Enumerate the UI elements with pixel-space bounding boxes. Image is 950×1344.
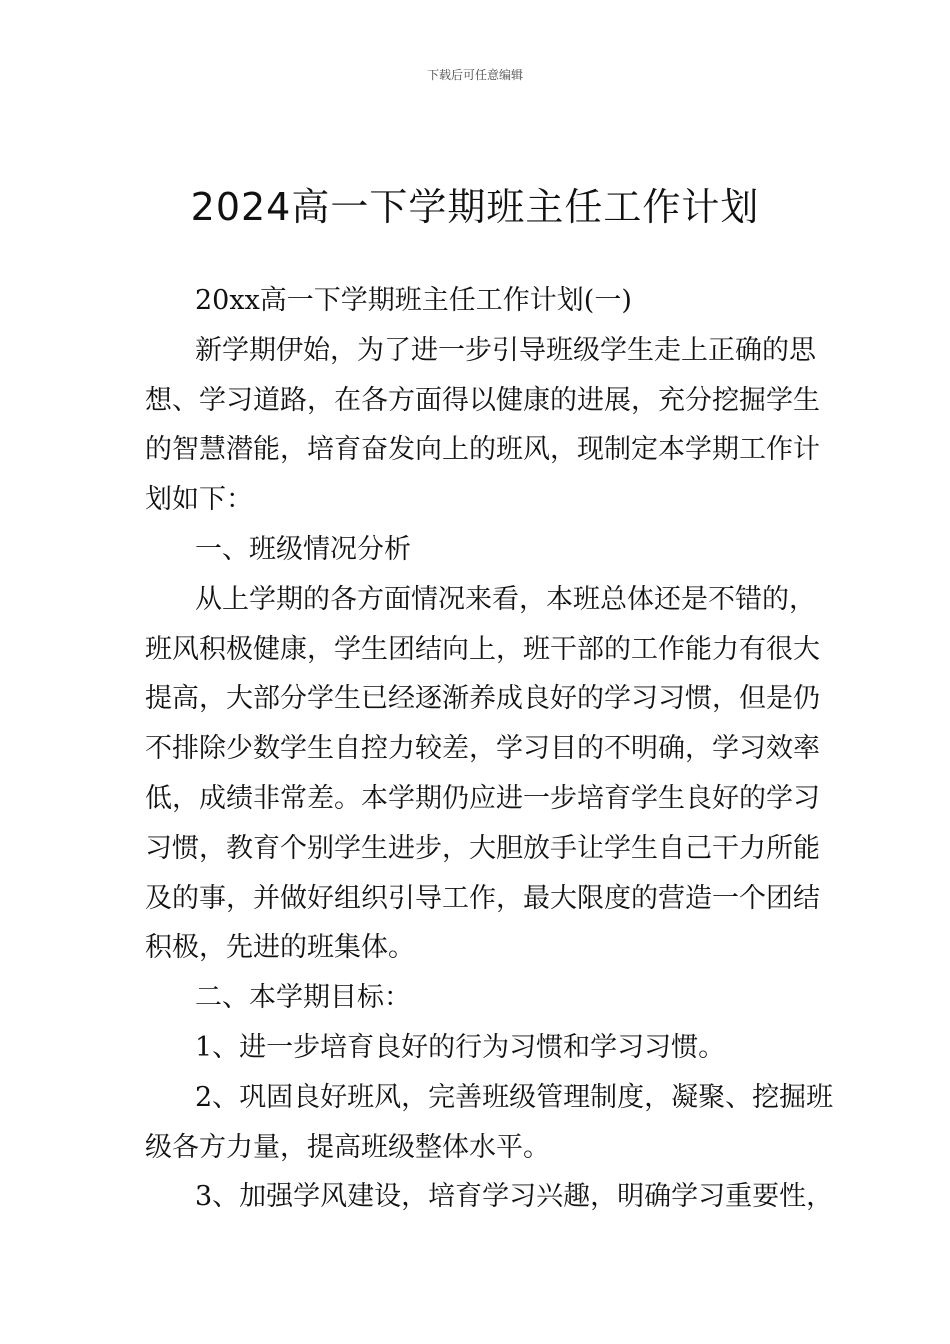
text-line: 级各方力量，提高班级整体水平。 (145, 1131, 550, 1163)
header-note: 下载后可任意编辑 (426, 68, 523, 82)
paragraph (145, 1172, 834, 1222)
text-line: 习惯，教育个别学生进步，大胆放手让学生自己干力所能 (145, 832, 820, 864)
paragraph (145, 973, 805, 1023)
document-body (145, 276, 834, 1222)
paragraph (145, 276, 805, 326)
text-line: 不排除少数学生自控力较差，学习目的不明确，学习效率 (145, 733, 820, 765)
paragraph (145, 575, 820, 973)
text-line: 新学期伊始，为了进一步引导班级学生走上正确的思 (195, 334, 816, 366)
paragraph (145, 525, 805, 575)
text-line: 二、本学期目标： (195, 982, 411, 1014)
document-title: 2024高一下学期班主任工作计划 (190, 185, 760, 229)
text-line: 班风积极健康，学生团结向上，班干部的工作能力有很大 (145, 633, 820, 665)
text-line: 想、学习道路，在各方面得以健康的进展，充分挖掘学生 (145, 384, 820, 416)
text-line: 20xx高一下学期班主任工作计划(一) (195, 285, 632, 316)
text-line: 一、班级情况分析 (195, 533, 411, 565)
text-line: 及的事，并做好组织引导工作，最大限度的营造一个团结 (145, 882, 820, 914)
text-line: 提高，大部分学生已经逐渐养成良好的学习习惯，但是仍 (145, 683, 820, 715)
text-line: 划如下： (145, 484, 253, 516)
paragraph (145, 1023, 805, 1073)
text-line: 2、巩固良好班风，完善班级管理制度，凝聚、挖掘班 (195, 1081, 834, 1113)
paragraph (145, 1073, 834, 1173)
text-line: 从上学期的各方面情况来看，本班总体还是不错的， (195, 583, 816, 615)
text-line: 3、加强学风建设，培育学习兴趣，明确学习重要性， (195, 1181, 834, 1213)
paragraph (145, 326, 820, 525)
text-line: 的智慧潜能，培育奋发向上的班风，现制定本学期工作计 (145, 434, 820, 466)
text-line: 低，成绩非常差。本学期仍应进一步培育学生良好的学习 (145, 782, 820, 814)
text-line: 积极，先进的班集体。 (145, 932, 415, 964)
text-line: 1、进一步培育良好的行为习惯和学习习惯。 (195, 1031, 726, 1063)
